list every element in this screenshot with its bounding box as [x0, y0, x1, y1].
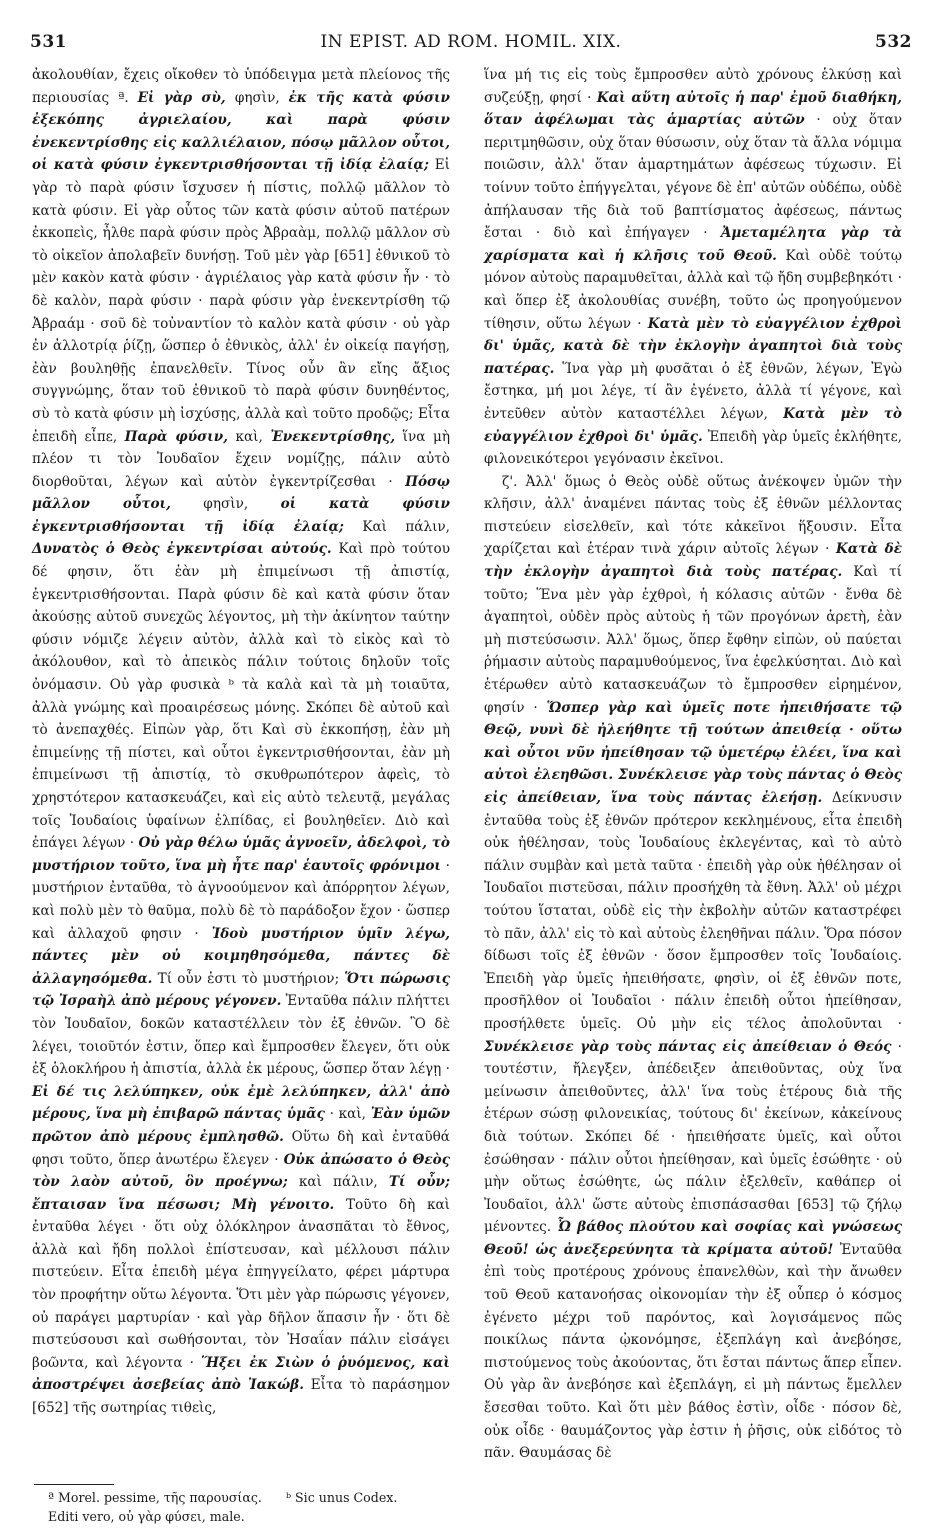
scripture-quote: Δυνατὸς ὁ Θεὸς ἐγκεντρίσαι αὐτούς.	[32, 541, 332, 558]
text-run: Εἰ γὰρ τὸ παρὰ φύσιν ἴσχυσεν ἡ πίστις, πολλῷ μᾶλλον τὸ κατὰ φύσιν. Εἰ γὰρ οὗτος τῶν κατὰ φύσιν αὐτοῦ πατέρων ἐκκοπεὶς, ἦλθε παρὰ φύσιν πρὸς Ἀβραὰμ, πολλῷ μᾶλλον σὺ τὸ οἰκεῖον ἀπολαβεῖν δυνήσῃ. Τοῦ μὲν γὰρ [651] ἐθνικοῦ τὸ μὲν κακὸν κατὰ φύσιν · ἀγριέλαιος γὰρ κατὰ φύσιν ἦν · τὸ δὲ καλὸν, παρὰ φύσιν · παρὰ φύσιν γὰρ ἐνεκεντρίσθη τῷ Ἀβραάμ · σοῦ δὲ τοὐναντίον τὸ καλὸν κατὰ φύσιν · οὐ γὰρ ἐν ἀλλοτρίᾳ ῥίζῃ, ὥσπερ ὁ ἐθνικὸς, ἀλλ' ἐν οἰκείᾳ παγήσῃ, ἐὰν βουληθῇς ἐπανελθεῖν. Τίνος οὖν ἂν εἴης ἄξιος συγγνώμης, ὅταν τοῦ ἐθνικοῦ τὸ παρὰ φύσιν δυνηθέντος, σὺ τὸ κατὰ φύσιν μὴ ἰσχύσῃς, ἀλλὰ καὶ τοῦτο προδῷς; Εἶτα ἐπειδὴ εἶπε,	[32, 157, 451, 445]
text-run: · μυστήριον ἐνταῦθα, τὸ ἀγνοούμενον καὶ ἀπόρρητον λέγων, καὶ πολὺ μὲν τὸ θαῦμα, πολὺ δὲ τὸ παράδοξον ἔχον · ὥσπερ καὶ ἀλλαχοῦ φησιν ·	[32, 857, 450, 942]
footnote-b: ᵇ Sic unus Codex.	[286, 1490, 398, 1505]
scripture-quote: Οὐ γὰρ θέλω ὑμᾶς ἀγνοεῖν, ἀδελφοὶ, τὸ μυστήριον τοῦτο, ἵνα μὴ ἦτε παρ' ἑαυτοῖς φρόνιμοι	[32, 835, 450, 874]
scripture-quote: Εἰ γὰρ σὺ,	[137, 89, 235, 106]
text-run: Δείκνυσιν ἐνταῦθα τοὺς ἐξ ἐθνῶν πρότερον κεκλημένους, εἶτα ἐπειδὴ οὐκ ἠθέλησαν, τοὺς Ἰουδαίους ἐκλεγέντας, καὶ τὸ αὐτὸ πάλιν συμβὰν καὶ μετὰ ταῦτα · ἐπειδὴ γὰρ οὐκ ἠθέλησαν οἱ Ἰουδαῖοι πιστεῦσαι, πάλιν προσήχθη τὰ ἔθνη. Ἀλλ' οὐ μέχρι τούτου ἵσταται, οὐδὲ εἰς τὴν ἐκβολὴν αὐτῶν καταστρέφει τὸ πᾶν, ἀλλ' εἰς τὸ καὶ αὐτοὺς ἐλεηθῆναι πάλιν. Ὅρα πόσον δίδωσι τοῖς ἐξ ἐθνῶν · ὅσον ἔμπροσθεν τοῖς Ἰουδαίοις. Ἐπειδὴ γὰρ ὑμεῖς ἠπειθήσατε, φησὶν, οἱ ἐξ ἐθνῶν ποτε, προσῆλθον οἱ Ἰουδαῖοι · πάλιν ἐπειδὴ οὗτοι ἠπείθησαν, προσήλθετε ὑμεῖς. Οὐ μὴν εἰς τέλος ἀπολοῦνται ·	[484, 790, 902, 1032]
scripture-quote: Εἰ δέ τις λελύπηκεν, οὐκ ἐμὲ λελύπηκεν, ἀλλ' ἀπὸ μέρους, ἵνα μὴ ἐπιβαρῶ πάντας ὑμᾶς	[32, 1083, 450, 1123]
text-run: Καὶ πρὸ τούτου δέ φησιν, ὅτι ἐὰν μὴ ἐπιμείνωσι τῇ ἀπιστίᾳ, ἐγκεντρισθήσονται. Παρὰ φύσιν δὲ καὶ κατὰ φύσιν ὅταν ἀκούσῃς αὐτοῦ συνεχῶς λέγοντος, μὴ τὴν ἀκίνητον ταύτην φύσιν νόμιζε λέγειν αὐτὸν, ἀλλὰ καὶ τὸ εἰκὸς καὶ τὸ ἀκόλουθον, καὶ τὸ ἀπεικὸς πάλιν τούτοις δηλοῦν τοῖς ὀνόμασιν. Οὐ γὰρ φυσικὰ ᵇ τὰ καλὰ καὶ τὰ μὴ τοιαῦτα, ἀλλὰ γνώμης καὶ προαιρέσεως μόνης. Σκόπει δὲ αὐτοῦ καὶ τὸ ἀνεπαχθές. Εἰπὼν γὰρ, ὅτι Καὶ σὺ ἐκκοπήσῃ, ἐὰν μὴ ἐπιμείνῃς τῇ πίστει, καὶ οὗτοι ἐγκεντρισθήσονται, ἐὰν μὴ ἐπιμείνωσι τῇ ἀπιστίᾳ, τὸ σκυθρωπότερον ἀφεὶς, τὸ χρηστότερον κατασκευάζει, καὶ εἰς αὐτὸ τελευτᾷ, μεγάλας τοῖς Ἰουδαίοις ὑφαίνων ἐλπίδας, εἰ βουληθεῖεν. Διὸ καὶ ἐπάγει λέγων ·	[32, 541, 450, 852]
text-run: Τοῦτο δὴ καὶ ἐνταῦθα λέγει · ὅτι οὐχ ὁλόκληρον ἀνασπᾶται τὸ ἔθνος, ἀλλὰ καὶ ἤδη πολλοὶ ἐπίστευσαν, καὶ μέλλουσι πάλιν πιστεύειν. Εἶτα ἐπειδὴ μέγα ἐπηγγείλατο, φέρει μάρτυρα τὸν προφήτην οὕτω λέγοντα. Ὅτι μὲν γὰρ πώρωσις γέγονεν, οὐ παράγει μαρτυρίαν · καὶ γὰρ δῆλον ἅπασιν ἦν · ὅτι δὲ πιστεύσουσι καὶ σωθήσονται, τὸν Ἠσαΐαν πάλιν εἰσάγει βοῶντα, καὶ λέγοντα ·	[32, 1196, 450, 1371]
text-run: ζ'. Ἀλλ' ὅμως ὁ Θεὸς οὐδὲ οὕτως ἀνέκοψεν ὑμῶν τὴν κλῆσιν, ἀλλ' ἀναμένει πάντας τοὺς ἐξ ἐθνῶν μέλλοντας πιστεύειν εἰσελθεῖν, καὶ τότε κἀκεῖνοι ἥξουσιν. Εἶτα χαρίζεται καὶ ἑτέραν τινὰ χάριν αὐτοῖς λέγων ·	[484, 473, 902, 558]
scripture-quote: Ἐὰν ὑμῶν πρῶτον ἀπὸ μέρους ἐμπλησθῶ.	[32, 1106, 450, 1145]
text-run: Ἐνταῦθα πάλιν πλήττει τὸν Ἰουδαῖον, δοκῶν καταστέλλειν τὸν ἐξ ἐθνῶν. Ὃ δὲ λέγει, τοιοῦτόν ἐστιν, ὅπερ καὶ ἔμπροσθεν ἔλεγεν, ὅτι οὐκ ἐξ ὁλοκλήρου ἡ ἀπιστία, ἀλλὰ ἐκ μέρους, ὥσπερ ὅταν λέγῃ ·	[32, 993, 451, 1078]
text-run: Ἐνταῦθα ἐπὶ τοὺς προτέρους χρόνους ἐπανελθὼν, καὶ τὴν ἄνωθεν τοῦ Θεοῦ κατανοήσας οἰκονομίαν τὴν ἐξ οὗπερ ὁ κόσμος ἐγένετο μέχρι τοῦ παρόντος, καὶ λογισάμενος πῶς ποικίλως πάντα ᾠκονόμησε, ἐξεπλάγη καὶ ἀνεβόησε, πιστούμενος τοὺς ἀκούοντας, ὅτι ἔσται πάντως ἅπερ εἶπεν. Οὐ γὰρ ἂν ἀνεβόησε καὶ ἐξεπλάγη, εἰ μὴ πάντως ἔμελλεν ἔσεσθαι τοῦτο. Καὶ ὅτι μὲν βάθος ἐστὶν, οἶδε · πόσον δὲ, οὐκ οἶδε · θαυμάζοντος γὰρ ἐστιν ἡ ῥῆσις, οὐκ εἰδότος τὸ πᾶν. Θαυμάσας δὲ	[484, 1241, 902, 1462]
text-run: Καὶ πάλιν,	[343, 518, 451, 535]
scripture-quote: Κατὰ μὲν τὸ εὐαγγέλιον ἐχθροὶ δι' ὑμᾶς, κατὰ δὲ τὴν ἐκλογὴν ἀγαπητοὶ διὰ τοὺς πατέρας.	[484, 315, 902, 377]
scripture-quote: ἐκ τῆς κατὰ φύσιν ἐξεκόπης ἀγριελαίου, καὶ παρὰ φύσιν ἐνεκεντρίσθης εἰς καλλιέλαιον, πόσῳ μᾶλλον οὗτοι, οἱ κατὰ φύσιν ἐγκεντρισθήσονται τῇ ἰδίᾳ ἐλαίᾳ;	[32, 89, 450, 174]
scripture-quote: Τί οὖν; ἔπταισαν ἵνα πέσωσι; Μὴ γένοιτο.	[32, 1174, 450, 1213]
footnote-a-continued: Editi vero, οὐ γὰρ φύσει, male.	[48, 1509, 245, 1524]
text-run: καὶ πάλιν,	[287, 1174, 389, 1191]
scripture-quote: Ἀμεταμέλητα γὰρ τὰ χαρίσματα καὶ ἡ κλῆσις τοῦ Θεοῦ.	[484, 225, 902, 264]
footnote-rule	[34, 1484, 114, 1485]
scripture-quote: Παρὰ φύσιν,	[124, 428, 228, 445]
scripture-quote: Ὦ βάθος πλούτου καὶ σοφίας καὶ γνώσεως Θεοῦ! ὡς ἀνεξερεύνητα τὰ κρίματα αὐτοῦ!	[484, 1219, 902, 1258]
text-run: Ἵνα γὰρ μὴ φυσᾶται ὁ ἐξ ἐθνῶν, λέγων, Ἐγὼ ἔστηκα, μή μοι λέγε, τί ἂν ἐγένετο, ἀλλὰ τί γέγονε, καὶ ἐντεῦθεν αὐτὸν καταστέλλει λέγων,	[484, 360, 902, 422]
scripture-quote: Καὶ αὕτη αὐτοῖς ἡ παρ' ἐμοῦ διαθήκη, ὅταν ἀφέλωμαι τὰς ἁμαρτίας αὐτῶν	[484, 89, 902, 129]
scripture-quote: Κατὰ δὲ τὴν ἐκλογὴν ἀγαπητοὶ διὰ τοὺς πατέρας.	[484, 541, 902, 581]
text-run: Καὶ τί τοῦτο; Ἕνα μὲν γὰρ ἐχθροὶ, ἡ κόλασις αὐτῶν · ἔνθα δὲ ἀγαπητοὶ, οὐδὲν πρὸς αὐτοὺς ἡ τῶν προγόνων ἀρετὴ, ἐὰν μὴ πιστεύσωσιν. Ἀλλ' ὅμως, ὅπερ ἔφθην εἰπὼν, οὐ παύεται ῥήμασιν αὐτοὺς παραμυθούμενος, ἵνα ἐφελκύσηται. Διὸ καὶ ἑτέρωθεν αὐτὸ κατασκευάζων τὸ ἔμπροσθεν εἰρημένον, φησίν ·	[484, 564, 902, 716]
text-run: ἵνα μή τις εἰς τοὺς ἔμπροσθεν αὐτὸ χρόνους ἑλκύσῃ καὶ συζεύξῃ, φησί ·	[484, 67, 902, 106]
text-run: Τί οὖν ἐστι τὸ μυστήριον;	[152, 970, 345, 987]
running-title: IN EPIST. AD ROM. HOMIL. XIX.	[320, 32, 622, 52]
scripture-quote: Ὅτι πώρωσις τῷ Ἰσραὴλ ἀπὸ μέρους γέγονεν.	[32, 970, 450, 1010]
page-number-left: 531	[30, 32, 67, 52]
scripture-quote: Ὥσπερ γὰρ καὶ ὑμεῖς ποτε ἠπειθήσατε τῷ Θεῷ, νυνὶ δὲ ἠλεήθητε τῇ τούτων ἀπειθείᾳ · οὕτω καὶ οὗτοι νῦν ἠπείθησαν τῷ ὑμετέρῳ ἐλέει, ἵνα καὶ αὐτοὶ ἐλεηθῶσι. Συνέκλεισε γὰρ τοὺς πάντας ὁ Θεὸς εἰς ἀπείθειαν, ἵνα τοὺς πάντας ἐλεήσῃ.	[484, 699, 902, 806]
right-column	[484, 64, 902, 1465]
scripture-quote: οἱ κατὰ φύσιν ἐγκεντρισθήσονται τῇ ἰδίᾳ ἐλαίᾳ;	[32, 496, 450, 535]
paragraph	[484, 471, 902, 1465]
scripture-quote: Πόσῳ μᾶλλον οὗτοι,	[32, 473, 450, 513]
text-run: καὶ,	[227, 428, 271, 445]
footnotes	[48, 1488, 452, 1526]
text-run: Οὕτω δὴ καὶ ἐνταῦθά φησι τοῦτο, ὅπερ ἀνωτέρω ἔλεγεν ·	[32, 1128, 450, 1168]
paragraph	[32, 64, 450, 1420]
text-run: Εἶτα τὸ παράσημον [652] τῆς σωτηρίας τιθεὶς,	[32, 1377, 450, 1417]
text-run: · οὐχ ὅταν περιτμηθῶσιν, οὐχ ὅταν θύσωσιν, οὐχ ὅταν τὰ ἄλλα νόμιμα ποιῶσιν, ἀλλ' ὅταν ἁμαρτημάτων ἀφέσεως τύχωσιν. Εἰ τοίνυν τοῦτο ἐπήγγελται, γέγονε δὲ ἐπ' αὐτῶν οὐδέπω, οὐδὲ ἀπήλαυσαν τῆς διὰ τοῦ βαπτίσματος ἀφέσεως, πάντως ἔσται · διὸ καὶ ἐπήγαγεν ·	[484, 112, 902, 242]
scripture-quote: Οὐκ ἀπώσατο ὁ Θεὸς τὸν λαὸν αὐτοῦ, ὃν προέγνω;	[32, 1151, 451, 1191]
text-run: ἀκολουθίαν, ἔχεις οἴκοθεν τὸ ὑπόδειγμα μετὰ πλείονος τῆς περιουσίας ª.	[32, 67, 450, 106]
page-number-right: 532	[875, 32, 912, 52]
text-run: · καὶ,	[324, 1106, 371, 1123]
scripture-quote: Συνέκλεισε γὰρ τοὺς πάντας εἰς ἀπείθειαν ὁ Θεός	[484, 1038, 892, 1055]
text-run: Ἐπειδὴ γὰρ ὑμεῖς ἐκλήθητε, φιλονεικότεροι γεγόνασιν ἐκεῖνοι.	[484, 428, 902, 468]
text-run: Καὶ οὐδὲ τούτῳ μόνον αὐτοὺς παραμυθεῖται, ἀλλὰ καὶ τῷ ἤδη συμβεβηκότι · καὶ ὅπερ ἐξ ἀκολουθίας συνέβη, τοῦτο ὡς προηγούμενον τίθησιν, οὕτω λέγων ·	[484, 247, 902, 332]
footnote-a: ª Morel. pessime, τῆς παρουσίας.	[48, 1490, 262, 1505]
scripture-quote: Ἰδοὺ μυστήριον ὑμῖν λέγω, πάντες μὲν οὐ κοιμηθησόμεθα, πάντες δὲ ἀλλαγησόμεθα.	[32, 925, 450, 987]
text-run: φησὶν,	[170, 496, 281, 513]
scripture-quote: Ἐνεκεντρίσθης,	[270, 428, 396, 445]
scripture-quote: Ἥξει ἐκ Σιὼν ὁ ῥυόμενος, καὶ ἀποστρέψει ἀσεβείας ἀπὸ Ἰακώβ.	[32, 1354, 450, 1394]
scripture-quote: Κατὰ μὲν τὸ εὐαγγέλιον ἐχθροὶ δι' ὑμᾶς.	[484, 405, 902, 445]
paragraph	[484, 64, 902, 471]
text-run: ἵνα μὴ πλέον τι τὸν Ἰουδαῖον ἔχειν νομίζῃς, πάλιν αὐτὸ διορθοῦται, λέγων καὶ αὐτὸν ἐγκεντρίζεσθαι ·	[32, 428, 450, 490]
text-run: · τουτέστιν, ἤλεγξεν, ἀπέδειξεν ἀπειθοῦντας, οὐχ ἵνα μείνωσιν ἀπειθοῦντες, ἀλλ' ἵνα τοὺς ἑτέρους διὰ τῆς ἑτέρων σώσῃ φιλονεικίας, τούτους δι' ἐκείνων, κἀκείνους διὰ τούτων. Σκόπει δέ · ἠπειθήσατε ὑμεῖς, καὶ οὗτοι ἐσώθησαν · πάλιν οὗτοι ἠπείθησαν, καὶ ὑμεῖς ἐσώθητε · οὐ μὴν οὕτως ἐσώθητε, ὡς πάλιν ἐξελθεῖν, καθάπερ οἱ Ἰουδαῖοι, ἀλλ' ὥστε αὐτοὺς ἐπισπάσασθαι [653] τῷ ζήλῳ μένοντες.	[484, 1038, 902, 1236]
left-column	[32, 64, 450, 1420]
running-header	[30, 32, 912, 58]
text-run: φησὶν,	[234, 89, 289, 106]
